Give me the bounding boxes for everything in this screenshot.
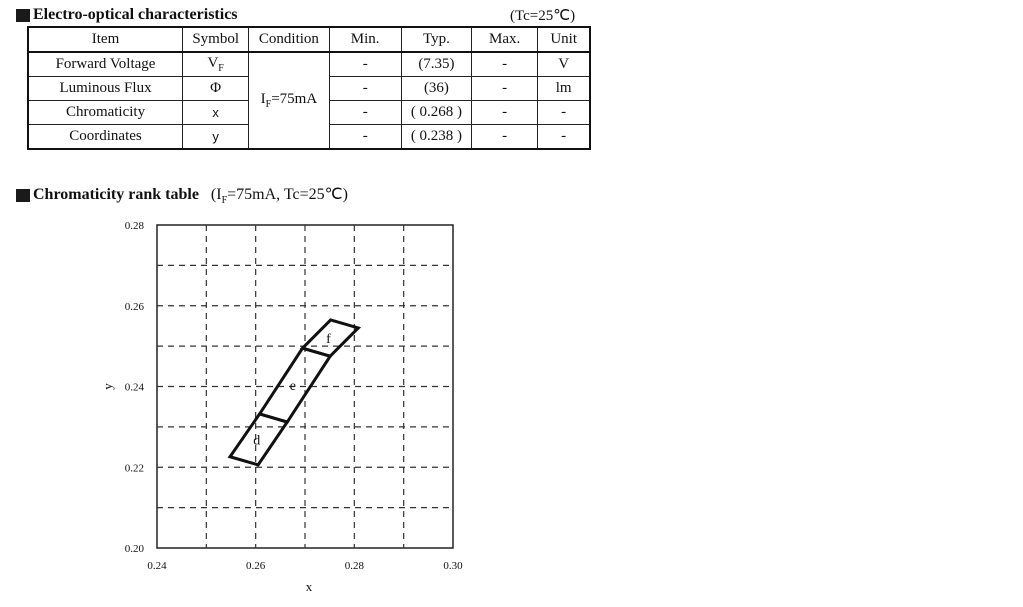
- cell-symbol: $V_F$: [183, 52, 249, 77]
- cell-condition: $I_F=75mA$: [249, 52, 329, 149]
- cell-max: -: [472, 77, 538, 101]
- cell-unit: lm: [538, 77, 590, 101]
- test-condition-note: (Tc=25℃): [510, 8, 576, 24]
- cell-unit: V: [538, 52, 590, 77]
- cell-min: -: [329, 77, 401, 101]
- y-tick-label: 0.20: [124, 543, 144, 555]
- x-tick-label: 0.24: [147, 560, 167, 572]
- cell-typ: ( 0.238 ): [401, 125, 471, 150]
- section-title-text: Electro-optical characteristics: [33, 6, 238, 23]
- cell-unit: -: [538, 101, 590, 125]
- cell-typ: (36): [401, 77, 471, 101]
- y-tick-label: 0.28: [124, 220, 144, 232]
- x-tick-label: 0.26: [246, 560, 266, 572]
- header-condition: Condition: [249, 27, 329, 52]
- rank-condition-note: ($I_F=75mA$, Tc=25℃): [210, 186, 348, 207]
- cell-item: Luminous Flux: [28, 77, 183, 101]
- x-axis-label: x: [305, 579, 313, 594]
- rank-label-e: e: [289, 379, 296, 395]
- cell-item: Coordinates: [28, 125, 183, 150]
- cell-typ: ( 0.268 ): [401, 101, 471, 125]
- cell-symbol: Φ: [183, 77, 249, 101]
- header-typ: Typ.: [401, 27, 471, 52]
- header-max: Max.: [472, 27, 538, 52]
- cell-min: -: [329, 125, 401, 150]
- cell-min: -: [329, 52, 401, 77]
- cell-symbol: y: [183, 125, 249, 150]
- header-unit: Unit: [538, 27, 590, 52]
- cell-min: -: [329, 101, 401, 125]
- y-axis-label: y: [100, 383, 115, 390]
- x-tick-label: 0.30: [443, 560, 463, 572]
- cell-item: Chromaticity: [28, 101, 183, 125]
- header-min: Min.: [329, 27, 401, 52]
- header-symbol: Symbol: [183, 27, 249, 52]
- cell-item: Forward Voltage: [28, 52, 183, 77]
- x-tick-label: 0.28: [344, 560, 364, 572]
- y-tick-label: 0.24: [124, 381, 144, 394]
- y-tick-label: 0.22: [124, 462, 144, 475]
- cell-max: -: [472, 101, 538, 125]
- cell-max: -: [472, 125, 538, 150]
- cell-typ: (7.35): [401, 52, 471, 77]
- section-title-text: Chromaticity rank table: [33, 186, 199, 204]
- cell-symbol: x: [183, 101, 249, 125]
- rank-label-f: f: [326, 332, 331, 348]
- rank-label-d: d: [253, 433, 261, 449]
- y-tick-label: 0.26: [124, 300, 144, 313]
- header-item: Item: [28, 27, 183, 52]
- cell-max: -: [472, 52, 538, 77]
- cell-unit: -: [538, 125, 590, 150]
